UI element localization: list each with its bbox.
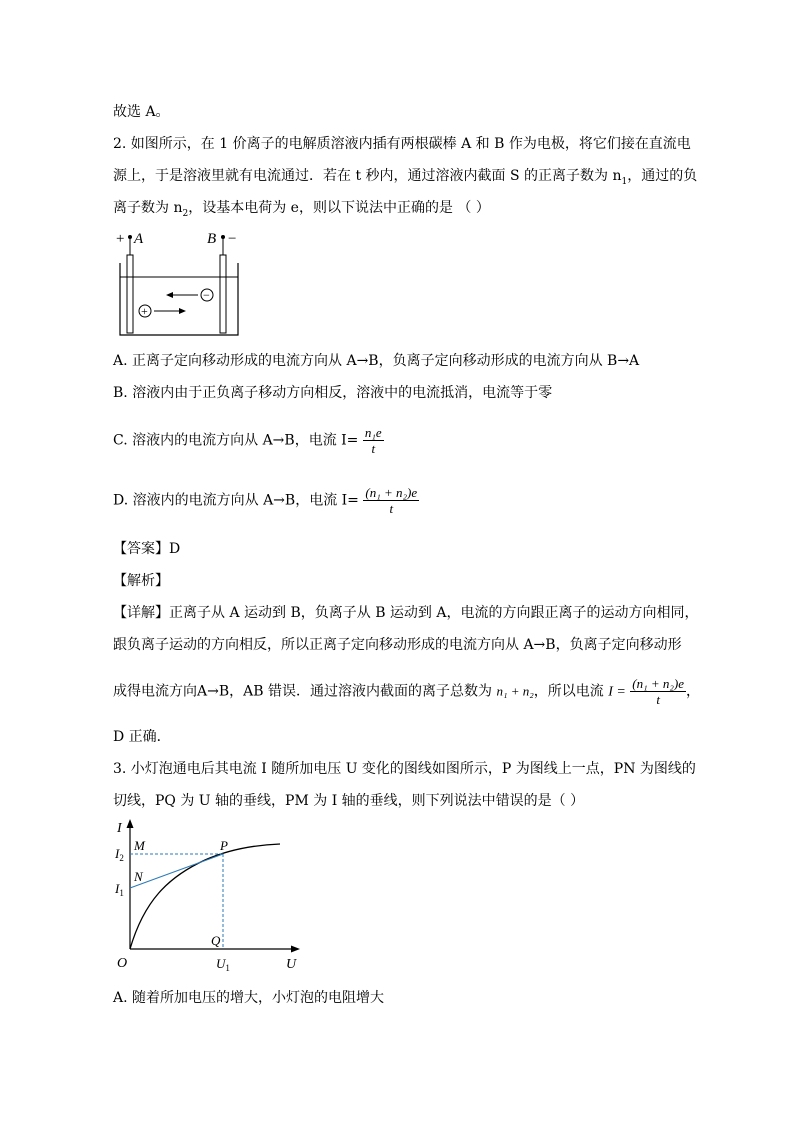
q2-detail-line3 [113, 676, 700, 707]
detail-line3-end: ， [686, 683, 701, 700]
q2-option-d-denominator: t [389, 501, 394, 516]
detail-line3-text-a: 成得电流方向A→B，AB 错误．通过溶液内截面的离子总数为 [113, 683, 492, 700]
q2-stem-line2-sub: 1 [621, 176, 628, 187]
q3-stem-line2: 切线，PQ 为 U 轴的垂线，PM 为 I 轴的垂线，则下列说法中错误的是（ ） [113, 793, 585, 809]
i-axis-arrowhead [127, 819, 134, 828]
detail-line3-numerator: (n₁ + n₂)e [632, 676, 685, 691]
answer-value: D [169, 541, 181, 557]
q3-option-a: A. 随着所加电压的增大，小灯泡的电阻增大 [113, 990, 385, 1006]
q2-answer [113, 540, 180, 558]
detail-line1-text: 正离子从 A 运动到 B，负离子从 B 运动到 A，电流的方向跟正离子的运动方向相同， [169, 605, 699, 621]
answer-label: 【答案】 [113, 541, 169, 557]
q2-option-b: B. 溶液内由于正负离子移动方向相反，溶液中的电流抵消，电流等于零 [113, 385, 553, 401]
q2-stem-line2 [113, 167, 697, 191]
right-sign: − [228, 231, 237, 247]
q2-option-c-numerator: n₁e [364, 425, 382, 440]
q2-option-c-denominator: t [371, 441, 376, 456]
q2-detail-line1 [113, 604, 699, 622]
q2-detail-line2: 跟负离子运动的方向相反，所以正离子定向移动形成的电流方向从 A→B，负离子定向移动形 [113, 637, 682, 653]
iu-graph [110, 815, 310, 975]
q2-option-c [113, 425, 384, 456]
u-axis-arrowhead [291, 946, 300, 953]
detail-line3-denominator: t [656, 692, 660, 707]
positive-ion-arrowhead [179, 308, 186, 314]
q2-option-d-numerator: (n₁ + n₂)e [365, 485, 418, 500]
point-m-label: M [134, 838, 145, 853]
electrode-b-label: B [207, 231, 217, 247]
detail-line3-current-symbol: I = [608, 684, 626, 700]
negative-ion-arrowhead [166, 292, 173, 298]
point-n-label: N [134, 869, 143, 884]
u-axis-label: U [286, 957, 297, 972]
electrolyte-figure [110, 225, 250, 340]
u1-label [216, 956, 230, 973]
q2-option-d-text: D. 溶液内的电流方向从 A→B，电流 I= [113, 492, 359, 509]
detail-line3-fraction [630, 676, 686, 707]
origin-label: O [117, 956, 128, 971]
i2-symbol: I [115, 846, 120, 861]
q2-option-d-fraction [363, 485, 419, 516]
carbon-rod-a [127, 255, 133, 333]
i1-label [114, 881, 124, 898]
q2-stem-line3-sub: 2 [182, 208, 189, 219]
detail-label: 【详解】 [113, 605, 169, 621]
q2-stem-line1: 2. 如图所示，在 1 价离子的电解质溶液内插有两根碳棒 A 和 B 作为电极，将它们接在直流电 [113, 136, 691, 152]
q2-stem-line3 [113, 199, 490, 223]
left-sign: + [116, 231, 125, 247]
q2-detail-line4: D 正确． [113, 729, 171, 745]
prev-answer: 故选 A。 [113, 104, 170, 120]
q3-stem-line1: 3. 小灯泡通电后其电流 I 随所加电压 U 变化的图线如图所示，P 为图线上一点，PN 为图线的 [113, 761, 696, 777]
q2-stem-line2-tail: ，通过的负 [627, 168, 698, 184]
point-p-label: P [220, 838, 228, 853]
tangent-pn [130, 854, 223, 888]
carbon-rod-b [220, 255, 226, 333]
q2-stem-line3-tail: ，设基本电荷为 e，则以下说法中正确的是 （ ） [188, 200, 490, 216]
u1-subscript: 1 [225, 963, 230, 973]
i2-label [114, 846, 124, 863]
negative-ion-sign: − [203, 288, 210, 302]
positive-ion-sign: + [141, 304, 148, 318]
iu-curve [130, 844, 280, 949]
q2-stem-line2-text: 源上，于是溶液里就有电流通过．若在 t 秒内，通过溶液内截面 S 的正离子数为 n [113, 168, 622, 184]
q2-option-c-text: C. 溶液内的电流方向从 A→B，电流 I= [113, 432, 359, 449]
u1-symbol: U [216, 956, 226, 971]
i-axis-label: I [117, 821, 122, 836]
q2-option-d [113, 485, 419, 516]
q2-stem-line3-text: 离子数为 n [113, 200, 183, 216]
point-q-label: Q [211, 933, 221, 948]
detail-line3-text-b: ，所以电流 [533, 683, 604, 700]
electrode-a-label: A [134, 231, 144, 247]
q2-option-c-fraction [363, 425, 384, 456]
i1-subscript: 1 [119, 888, 124, 898]
detail-line3-expr: n₁ + n₂ [496, 683, 534, 699]
i1-symbol: I [115, 881, 120, 896]
i2-subscript: 2 [119, 853, 124, 863]
q2-option-a: A. 正离子定向移动形成的电流方向从 A→B，负离子定向移动形成的电流方向从 B→A [113, 353, 640, 369]
q2-analysis-label: 【解析】 [113, 573, 169, 589]
